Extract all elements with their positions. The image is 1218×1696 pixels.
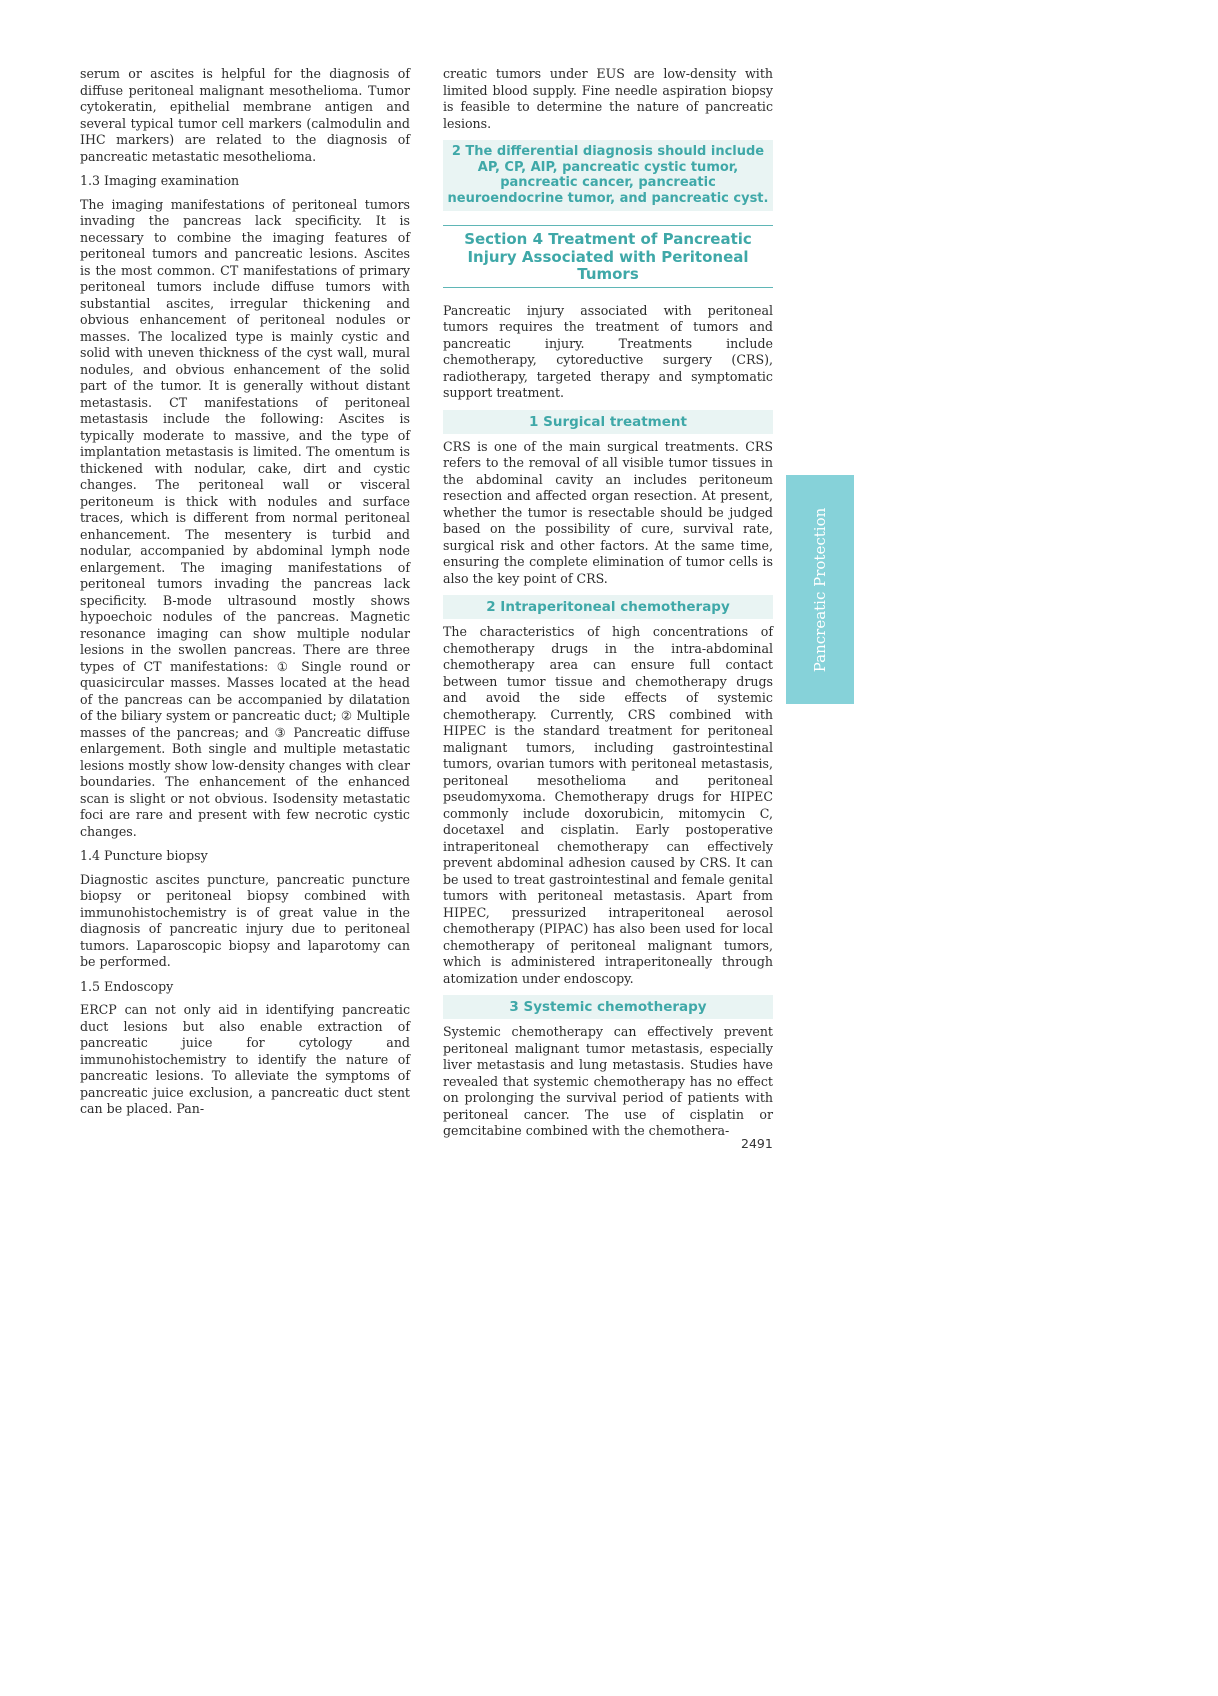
subheading-intraperitoneal-chemotherapy: 2 Intraperitoneal chemotherapy bbox=[443, 595, 773, 619]
paragraph: Pancreatic injury associated with peritoneal tumors requires the treatment of tumors and pancreatic injury. Treatments include chemotherapy, cytoreductive surgery (CRS), radiotherapy, targeted therapy and symptomatic support treatment. bbox=[443, 302, 773, 400]
left-column bbox=[80, 66, 410, 1126]
paragraph: Diagnostic ascites puncture, pancreatic puncture biopsy or peritoneal biopsy combined with immunohistochemistry is of great value in the diagnosis of pancreatic injury due to peritoneal tumors. Laparoscopic biopsy and laparotomy can be performed. bbox=[80, 871, 410, 969]
subheading-systemic-chemotherapy: 3 Systemic chemotherapy bbox=[443, 995, 773, 1019]
page-number: 2491 bbox=[741, 1136, 773, 1151]
paragraph: The imaging manifestations of peritoneal tumors invading the pancreas lack specificity. It is necessary to combine the imaging features of peritoneal tumors and pancreatic lesions. Ascites is the most common. CT manifestations of primary peritoneal tumors include diffuse tumors with substantial ascites, irregular thickening and obvious enhancement of peritoneal nodules or masses. The localized type is mainly cystic and solid with uneven thickness of the cyst wall, mural nodules, and obvious enhancement of the solid part of the tumor. It is generally without distant metastasis. CT manifestations of peritoneal metastasis include the following: Ascites is typically moderate to massive, and the type of implantation metastasis is limited. The omentum is thickened with nodular, cake, dirt and cystic changes. The peritoneal wall or visceral peritoneum is thick with nodules and surface traces, which is different from normal peritoneal enhancement. The mesentery is turbid and nodular, accompanied by abdominal lymph node enlargement. The imaging manifestations of peritoneal tumors invading the pancreas lack specificity. B-mode ultrasound mostly shows hypoechoic nodules of the pancreas. Magnetic resonance imaging can show multiple nodular lesions in the swollen pancreas. There are three types of CT manifestations: ① Single round or quasicircular masses. Masses located at the head of the pancreas can be accompanied by dilatation of the biliary system or pancreatic duct; ② Multiple masses of the pancreas; and ③ Pancreatic diffuse enlargement. Both single and multiple metastatic lesions mostly show low-density changes with clear boundaries. The enhancement of the enhanced scan is slight or not obvious. Isodensity metastatic foci are rare and present with few necrotic cystic changes. bbox=[80, 196, 410, 839]
paragraph: Systemic chemotherapy can effectively prevent peritoneal malignant tumor metastasis, especially liver metastasis and lung metastasis. Studies have revealed that systemic chemotherapy has no effect on prolonging the survival period of patients with peritoneal cancer. The use of cisplatin or gemcitabine combined with the chemothera- bbox=[443, 1024, 773, 1138]
side-tab-label: Pancreatic Protection bbox=[811, 507, 829, 672]
chapter-side-tab bbox=[786, 475, 854, 704]
paragraph: serum or ascites is helpful for the diagnosis of diffuse peritoneal malignant mesothelioma. Tumor cytokeratin, epithelial membrane antigen and several typical tumor cell markers (calmodulin and IHC markers) are related to the diagnosis of pancreatic metastatic mesothelioma. bbox=[80, 66, 410, 164]
subsection-heading: 1.4 Puncture biopsy bbox=[80, 848, 208, 863]
differential-diagnosis-callout: 2 The differential diagnosis should include AP, CP, AIP, pancreatic cystic tumor, pancreatic cancer, pancreatic neuroendocrine tumor, and pancreatic cyst. bbox=[443, 140, 773, 211]
paragraph: CRS is one of the main surgical treatments. CRS refers to the removal of all visible tumor tissues in the abdominal cavity an includes peritoneum resection and affected organ resection. At present, whether the tumor is resectable should be judged based on the possibility of cure, survival rate, surgical risk and other factors. At the same time, ensuring the complete elimination of tumor cells is also the key point of CRS. bbox=[443, 438, 773, 586]
paragraph: creatic tumors under EUS are low-density with limited blood supply. Fine needle aspiration biopsy is feasible to determine the nature of pancreatic lesions. bbox=[443, 66, 773, 131]
paragraph: The characteristics of high concentrations of chemotherapy drugs in the intra-abdominal chemotherapy area can ensure full contact between tumor tissue and chemotherapy drugs and avoid the side effects of systemic chemotherapy. Currently, CRS combined with HIPEC is the standard treatment for peritoneal malignant tumors, including gastrointestinal tumors, ovarian tumors with peritoneal metastasis, peritoneal mesothelioma and peritoneal pseudomyxoma. Chemotherapy drugs for HIPEC commonly include doxorubicin, mitomycin C, docetaxel and cisplatin. Early postoperative intraperitoneal chemotherapy can effectively prevent abdominal adhesion caused by CRS. It can be used to treat gastrointestinal and female genital tumors with peritoneal metastasis. Apart from HIPEC, pressurized intraperitoneal aerosol chemotherapy (PIPAC) has also been used for local chemotherapy of peritoneal malignant tumors, which is administered intraperitoneally through atomization under endoscopy. bbox=[443, 624, 773, 986]
subheading-surgical-treatment: 1 Surgical treatment bbox=[443, 410, 773, 434]
subsection-heading: 1.3 Imaging examination bbox=[80, 173, 240, 188]
right-column bbox=[443, 66, 773, 1148]
subsection-heading: 1.5 Endoscopy bbox=[80, 978, 174, 994]
paragraph: ERCP can not only aid in identifying pancreatic duct lesions but also enable extraction of pancreatic juice for cytology and immunohistochemistry to identify the nature of pancreatic lesions. To alleviate the symptoms of pancreatic juice exclusion, a pancreatic duct stent can be placed. Pan- bbox=[80, 1002, 410, 1116]
section-title: Section 4 Treatment of Pancreatic Injury Associated with Peritoneal Tumors bbox=[443, 225, 773, 288]
